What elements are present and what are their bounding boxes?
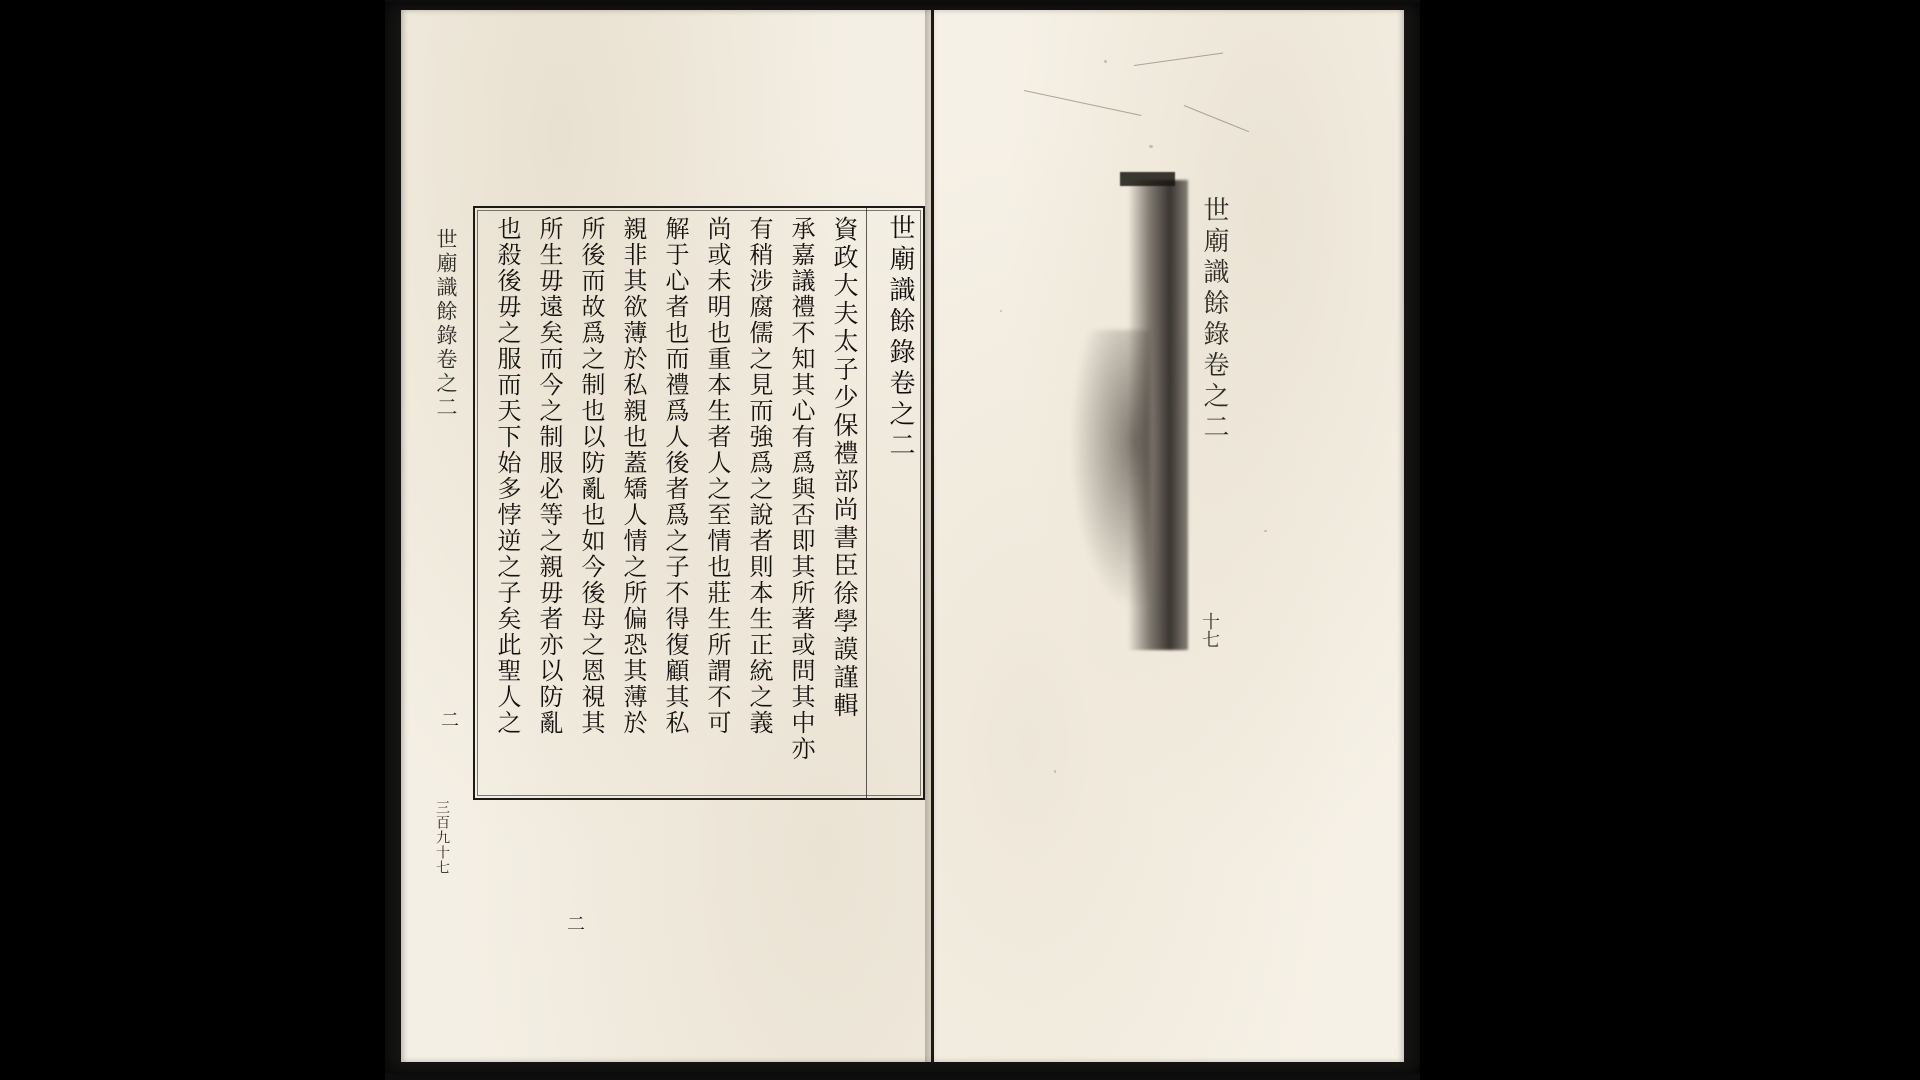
left-page: [401, 10, 931, 1062]
text-column-3: 有稍涉腐儒之見而強爲之說者則本生正統之義: [745, 216, 773, 736]
banxin-title: 世廟識餘錄卷之二: [434, 228, 458, 420]
text-column-9: 也殺後毋之服而天下始多悖逆之子矣此聖人之: [493, 216, 521, 736]
right-page-printed-title: 世廟識餘錄卷之二: [1199, 196, 1229, 444]
text-column-2: 承嘉議禮不知其心有爲與否即其所著或問其中亦: [787, 216, 815, 762]
ink-offset-cap: [1120, 172, 1175, 186]
banxin-page-number: 二: [438, 710, 459, 730]
text-column-7: 所後而故爲之制也以防亂也如今後母之恩視其: [577, 216, 605, 736]
text-column-4: 尚或未明也重本生者人之至情也莊生所謂不可: [703, 216, 731, 736]
block-title: 世廟識餘錄卷之二: [885, 214, 915, 462]
ink-offset-smudge: [1128, 180, 1188, 650]
text-column-5: 解于心者也而禮爲人後者爲之子不得復顧其私: [661, 216, 689, 736]
text-column-6: 親非其欲薄於私親也蓋矯人情之所偏恐其薄於: [619, 216, 647, 736]
book-spread: [385, 0, 1420, 1080]
printed-text-block: [473, 206, 925, 932]
text-column-1: 資政大夫太子少保禮部尚書臣徐學謨謹輯: [830, 216, 859, 720]
text-column-8: 所生毋遠矣而今之制服必等之親毋者亦以防亂: [535, 216, 563, 736]
right-page-number: 十七: [1199, 612, 1220, 648]
banxin-serial-mark: 三百九十七: [434, 800, 450, 875]
block-page-number: 二: [564, 914, 585, 932]
